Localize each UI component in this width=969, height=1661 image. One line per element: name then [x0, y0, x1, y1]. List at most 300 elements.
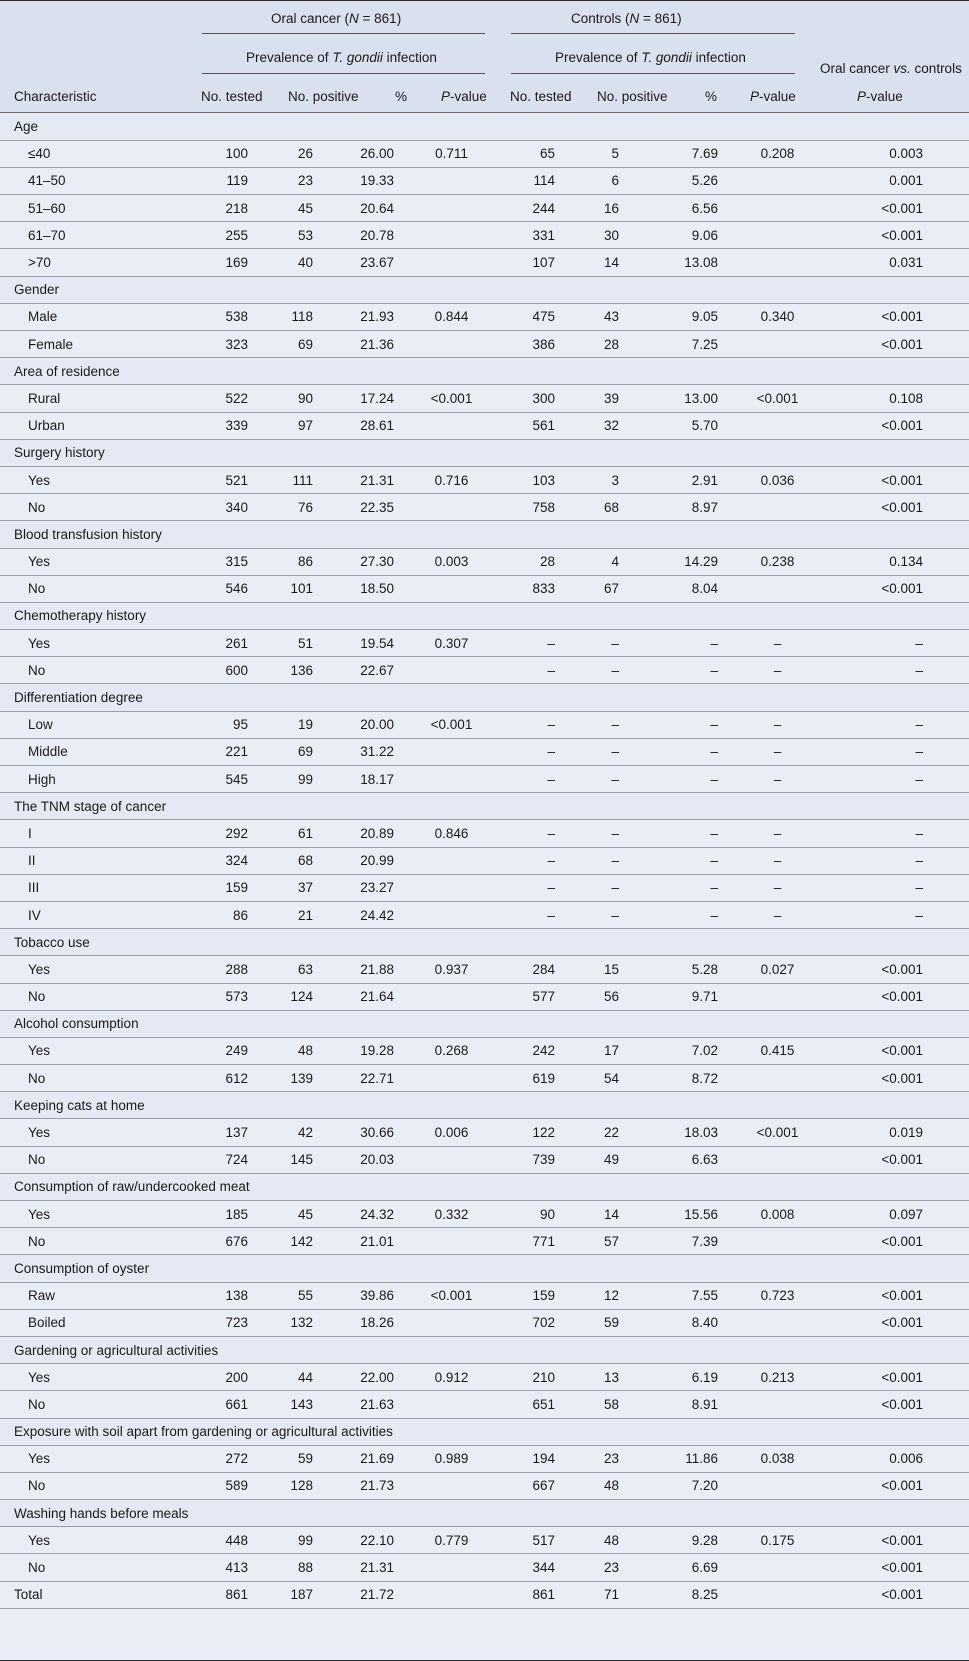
table-cell: <0.001 — [815, 494, 969, 521]
table-row — [0, 249, 969, 276]
table-cell: 0.003 — [416, 548, 487, 575]
table-cell: 23 — [561, 1445, 657, 1472]
table-cell: <0.001 — [815, 1391, 969, 1418]
table-cell: 111 — [248, 466, 337, 493]
row-label: Yes — [0, 1037, 190, 1064]
category-row — [0, 358, 969, 385]
table-cell: 14 — [561, 1201, 657, 1228]
table-cell: 5.28 — [657, 956, 740, 983]
table-cell: 118 — [248, 303, 337, 330]
table-cell: <0.001 — [815, 195, 969, 222]
table-cell: 7.02 — [657, 1037, 740, 1064]
table-cell: 20.03 — [337, 1146, 416, 1173]
category-label: Tobacco use — [0, 929, 969, 956]
table-cell: – — [657, 901, 740, 928]
table-cell: 0.175 — [740, 1527, 815, 1554]
table-cell: 54 — [561, 1065, 657, 1092]
row-label: Female — [0, 331, 190, 358]
row-label: No — [0, 1391, 190, 1418]
table-cell: – — [657, 711, 740, 738]
table-cell: 57 — [561, 1228, 657, 1255]
table-cell: 9.71 — [657, 983, 740, 1010]
table-cell: 53 — [248, 222, 337, 249]
table-cell: 19 — [248, 711, 337, 738]
row-label: 41–50 — [0, 167, 190, 194]
table-cell — [740, 412, 815, 439]
table-cell: 22 — [561, 1119, 657, 1146]
table-row — [0, 1309, 969, 1336]
table-cell: 11.86 — [657, 1445, 740, 1472]
table-cell: – — [561, 820, 657, 847]
column-header-no-positive: No. positive — [597, 89, 668, 104]
table-cell: <0.001 — [416, 385, 487, 412]
table-cell — [416, 1065, 487, 1092]
row-label: Yes — [0, 1364, 190, 1391]
table-cell: 86 — [190, 901, 248, 928]
row-label: Male — [0, 303, 190, 330]
table-row — [0, 1364, 969, 1391]
table-cell: 12 — [561, 1282, 657, 1309]
table-cell: 48 — [561, 1527, 657, 1554]
table-cell — [740, 195, 815, 222]
table-cell: – — [815, 820, 969, 847]
table-cell: 32 — [561, 412, 657, 439]
table-cell — [416, 901, 487, 928]
table-cell: – — [815, 874, 969, 901]
table-cell: <0.001 — [815, 466, 969, 493]
table-cell: 6.69 — [657, 1554, 740, 1581]
table-cell: <0.001 — [815, 1527, 969, 1554]
table-cell: – — [561, 657, 657, 684]
table-cell: <0.001 — [815, 1282, 969, 1309]
table-cell: 24.32 — [337, 1201, 416, 1228]
table-cell — [416, 738, 487, 765]
table-cell: 600 — [190, 657, 248, 684]
table-cell: 63 — [248, 956, 337, 983]
table-cell: 589 — [190, 1472, 248, 1499]
table-cell: 21.64 — [337, 983, 416, 1010]
table-cell — [416, 195, 487, 222]
table-cell — [416, 249, 487, 276]
table-cell: 0.340 — [740, 303, 815, 330]
table-cell — [416, 167, 487, 194]
table-cell: 107 — [487, 249, 561, 276]
category-row — [0, 602, 969, 629]
table-cell: 124 — [248, 983, 337, 1010]
table-cell: 242 — [487, 1037, 561, 1064]
table-cell: 65 — [487, 140, 561, 167]
table-cell: 76 — [248, 494, 337, 521]
table-cell: 8.04 — [657, 575, 740, 602]
table-cell: 43 — [561, 303, 657, 330]
table-cell — [740, 1228, 815, 1255]
row-label: No — [0, 1472, 190, 1499]
table-cell: – — [657, 630, 740, 657]
table-row — [0, 1065, 969, 1092]
table-cell: 21.69 — [337, 1445, 416, 1472]
table-cell: – — [657, 847, 740, 874]
category-row — [0, 1418, 969, 1445]
table-row — [0, 331, 969, 358]
table-cell: 255 — [190, 222, 248, 249]
table-cell: 284 — [487, 956, 561, 983]
table-row — [0, 738, 969, 765]
table-cell: 101 — [248, 575, 337, 602]
table-cell: 522 — [190, 385, 248, 412]
table-cell: – — [487, 847, 561, 874]
column-header-percent: % — [705, 89, 718, 104]
table-cell: 667 — [487, 1472, 561, 1499]
table-cell: 0.989 — [416, 1445, 487, 1472]
table-cell: – — [657, 766, 740, 793]
table-row — [0, 901, 969, 928]
table-cell: 122 — [487, 1119, 561, 1146]
row-label: Raw — [0, 1282, 190, 1309]
table-cell: 143 — [248, 1391, 337, 1418]
table-cell: 0.307 — [416, 630, 487, 657]
table-row — [0, 1445, 969, 1472]
table-cell: 21.72 — [337, 1581, 416, 1608]
table-cell: 138 — [190, 1282, 248, 1309]
table-cell: 48 — [248, 1037, 337, 1064]
column-header-no-positive: No. positive — [288, 89, 359, 104]
table-cell: 128 — [248, 1472, 337, 1499]
table-cell: 619 — [487, 1065, 561, 1092]
category-label: Exposure with soil apart from gardening or agricultural activities — [0, 1418, 969, 1445]
table-cell: 0.003 — [815, 140, 969, 167]
table-cell: 28.61 — [337, 412, 416, 439]
table-row — [0, 1201, 969, 1228]
table-cell: 68 — [248, 847, 337, 874]
table-cell: <0.001 — [815, 1146, 969, 1173]
table-cell — [740, 1581, 815, 1608]
table-cell: 0.108 — [815, 385, 969, 412]
table-row — [0, 466, 969, 493]
table-cell: 21.31 — [337, 466, 416, 493]
table-cell: <0.001 — [815, 1581, 969, 1608]
table-cell: 20.64 — [337, 195, 416, 222]
table-cell: 39 — [561, 385, 657, 412]
table-cell: 20.00 — [337, 711, 416, 738]
table-cell: 69 — [248, 738, 337, 765]
table-cell: – — [740, 874, 815, 901]
table-cell: 71 — [561, 1581, 657, 1608]
table-row — [0, 1472, 969, 1499]
category-label: Chemotherapy history — [0, 602, 969, 629]
table-cell: – — [815, 847, 969, 874]
table-cell: – — [487, 657, 561, 684]
table-cell: 145 — [248, 1146, 337, 1173]
table-cell — [416, 1554, 487, 1581]
table-cell: 300 — [487, 385, 561, 412]
table-cell: 23.67 — [337, 249, 416, 276]
table-cell — [740, 1309, 815, 1336]
table-cell: 0.912 — [416, 1364, 487, 1391]
table-cell — [416, 766, 487, 793]
table-cell: 159 — [487, 1282, 561, 1309]
table-cell: 724 — [190, 1146, 248, 1173]
table-cell: – — [561, 874, 657, 901]
table-cell: 7.20 — [657, 1472, 740, 1499]
table-cell: 0.006 — [815, 1445, 969, 1472]
table-cell: 49 — [561, 1146, 657, 1173]
column-header-p-value: P-value — [441, 89, 487, 104]
table-cell: <0.001 — [815, 1309, 969, 1336]
table-cell — [740, 1146, 815, 1173]
table-cell: 21.63 — [337, 1391, 416, 1418]
table-cell: 90 — [487, 1201, 561, 1228]
table-cell — [416, 494, 487, 521]
row-label: Low — [0, 711, 190, 738]
category-row — [0, 113, 969, 140]
table-row — [0, 575, 969, 602]
table-cell: <0.001 — [740, 1119, 815, 1146]
category-row — [0, 439, 969, 466]
table-cell: <0.001 — [815, 1065, 969, 1092]
row-label: No — [0, 575, 190, 602]
header-rule — [511, 33, 795, 34]
table-cell: – — [657, 738, 740, 765]
column-header-percent: % — [395, 89, 408, 104]
table-cell: 0.238 — [740, 548, 815, 575]
table-cell: 26 — [248, 140, 337, 167]
category-row — [0, 1255, 969, 1282]
table-cell: 9.06 — [657, 222, 740, 249]
table-cell: 21 — [248, 901, 337, 928]
table-cell: 30 — [561, 222, 657, 249]
row-label: Yes — [0, 1119, 190, 1146]
table-cell: 758 — [487, 494, 561, 521]
table-cell: 56 — [561, 983, 657, 1010]
table-cell: 22.00 — [337, 1364, 416, 1391]
table-cell: <0.001 — [416, 711, 487, 738]
table-cell: 0.415 — [740, 1037, 815, 1064]
table-cell: 7.69 — [657, 140, 740, 167]
table-row — [0, 1554, 969, 1581]
table-cell: 7.55 — [657, 1282, 740, 1309]
table-cell: – — [657, 874, 740, 901]
table-cell: 136 — [248, 657, 337, 684]
table-row — [0, 1119, 969, 1146]
table-cell: 386 — [487, 331, 561, 358]
table-cell — [416, 1228, 487, 1255]
table-cell: 323 — [190, 331, 248, 358]
table-cell: 22.67 — [337, 657, 416, 684]
category-row — [0, 684, 969, 711]
table-row — [0, 711, 969, 738]
table-cell: 249 — [190, 1037, 248, 1064]
table-cell: 344 — [487, 1554, 561, 1581]
table-cell: <0.001 — [815, 575, 969, 602]
table-row — [0, 167, 969, 194]
column-header-no-tested: No. tested — [510, 89, 572, 104]
table-cell — [416, 331, 487, 358]
row-label: No — [0, 657, 190, 684]
row-label: Yes — [0, 466, 190, 493]
table-row — [0, 657, 969, 684]
table-row — [0, 956, 969, 983]
table-cell: <0.001 — [815, 1037, 969, 1064]
category-row — [0, 276, 969, 303]
table-cell: 413 — [190, 1554, 248, 1581]
column-header-comparison-p-value: P-value — [857, 89, 903, 104]
table-cell: 119 — [190, 167, 248, 194]
table-cell: 31.22 — [337, 738, 416, 765]
group-header-oral-cancer: Oral cancer (N = 861) — [271, 11, 402, 26]
table-cell: 9.28 — [657, 1527, 740, 1554]
table-row — [0, 630, 969, 657]
table-cell: 142 — [248, 1228, 337, 1255]
table-cell: – — [815, 657, 969, 684]
table-cell: 20.99 — [337, 847, 416, 874]
category-label: Gender — [0, 276, 969, 303]
row-label: IV — [0, 901, 190, 928]
table-cell: 86 — [248, 548, 337, 575]
table-cell: 28 — [487, 548, 561, 575]
table-cell: 0.134 — [815, 548, 969, 575]
table-cell: 21.01 — [337, 1228, 416, 1255]
table-cell: 331 — [487, 222, 561, 249]
table-cell: 0.097 — [815, 1201, 969, 1228]
table-cell: – — [740, 766, 815, 793]
table-cell: 0.846 — [416, 820, 487, 847]
group-header-controls: Controls (N = 861) — [571, 11, 682, 26]
table-cell: 194 — [487, 1445, 561, 1472]
table-row — [0, 847, 969, 874]
table-cell: – — [740, 820, 815, 847]
table-cell: 0.027 — [740, 956, 815, 983]
table-cell: 0.332 — [416, 1201, 487, 1228]
column-header-characteristic: Characteristic — [14, 89, 97, 104]
table-cell: 651 — [487, 1391, 561, 1418]
table-row — [0, 874, 969, 901]
table-cell: 0.723 — [740, 1282, 815, 1309]
category-row — [0, 793, 969, 820]
table-cell: 517 — [487, 1527, 561, 1554]
table-cell: – — [740, 657, 815, 684]
table-cell — [740, 575, 815, 602]
row-label: Yes — [0, 1445, 190, 1472]
table-cell: 39.86 — [337, 1282, 416, 1309]
table-cell: 59 — [561, 1309, 657, 1336]
table-cell: 13 — [561, 1364, 657, 1391]
table-cell: 23 — [561, 1554, 657, 1581]
table-cell: 861 — [190, 1581, 248, 1608]
table-cell: 48 — [561, 1472, 657, 1499]
table-cell: 159 — [190, 874, 248, 901]
row-label: >70 — [0, 249, 190, 276]
table-cell: 7.25 — [657, 331, 740, 358]
row-label: No — [0, 1065, 190, 1092]
category-row — [0, 1336, 969, 1363]
table-cell: 545 — [190, 766, 248, 793]
table-cell — [416, 1472, 487, 1499]
header-rule — [202, 73, 485, 74]
table-cell: 17 — [561, 1037, 657, 1064]
row-label: No — [0, 1146, 190, 1173]
table-cell: 44 — [248, 1364, 337, 1391]
table-cell: 218 — [190, 195, 248, 222]
table-cell: 59 — [248, 1445, 337, 1472]
table-cell: 15 — [561, 956, 657, 983]
table-cell: – — [561, 901, 657, 928]
prevalence-header-oral-cancer: Prevalence of T. gondii infection — [246, 50, 437, 65]
table-cell: 18.50 — [337, 575, 416, 602]
table-cell: 24.42 — [337, 901, 416, 928]
table-cell — [740, 1472, 815, 1499]
table-cell: 27.30 — [337, 548, 416, 575]
table-cell: – — [815, 738, 969, 765]
table-cell: 23 — [248, 167, 337, 194]
table-row — [0, 222, 969, 249]
table-cell: 45 — [248, 1201, 337, 1228]
table-cell — [740, 249, 815, 276]
table-cell: 0.031 — [815, 249, 969, 276]
table-cell: 546 — [190, 575, 248, 602]
table-cell: 132 — [248, 1309, 337, 1336]
table-cell: 0.844 — [416, 303, 487, 330]
table-cell: 139 — [248, 1065, 337, 1092]
table-cell: 861 — [487, 1581, 561, 1608]
table-row — [0, 820, 969, 847]
table-cell: 88 — [248, 1554, 337, 1581]
table-cell: 169 — [190, 249, 248, 276]
table-cell: 18.26 — [337, 1309, 416, 1336]
table-cell: – — [657, 820, 740, 847]
table-cell: 9.05 — [657, 303, 740, 330]
table-cell: <0.001 — [815, 1472, 969, 1499]
table-cell: 612 — [190, 1065, 248, 1092]
table-cell: 561 — [487, 412, 561, 439]
table-cell: 661 — [190, 1391, 248, 1418]
data-table — [0, 113, 969, 1609]
table-cell — [740, 222, 815, 249]
row-label: I — [0, 820, 190, 847]
table-cell: 7.39 — [657, 1228, 740, 1255]
table-cell: 58 — [561, 1391, 657, 1418]
table-cell: 8.97 — [657, 494, 740, 521]
row-label: Yes — [0, 630, 190, 657]
row-label: No — [0, 1228, 190, 1255]
table-cell: 13.08 — [657, 249, 740, 276]
table-cell — [416, 1581, 487, 1608]
table-cell: – — [815, 711, 969, 738]
category-label: Blood transfusion history — [0, 521, 969, 548]
table-cell: 448 — [190, 1527, 248, 1554]
table-cell: 18.17 — [337, 766, 416, 793]
table-cell: <0.001 — [815, 1554, 969, 1581]
row-label: Yes — [0, 548, 190, 575]
row-label: Yes — [0, 1527, 190, 1554]
table-cell: 272 — [190, 1445, 248, 1472]
table-cell: 0.008 — [740, 1201, 815, 1228]
category-label: Consumption of raw/undercooked meat — [0, 1173, 969, 1200]
table-row — [0, 494, 969, 521]
table-cell: 6 — [561, 167, 657, 194]
table-cell: 95 — [190, 711, 248, 738]
table-row — [0, 1146, 969, 1173]
table-cell: 771 — [487, 1228, 561, 1255]
category-label: Consumption of oyster — [0, 1255, 969, 1282]
table-cell: 19.54 — [337, 630, 416, 657]
table-cell: – — [561, 766, 657, 793]
row-label: Boiled — [0, 1309, 190, 1336]
row-label: No — [0, 1554, 190, 1581]
table-row — [0, 1527, 969, 1554]
table-cell — [416, 1391, 487, 1418]
table-cell: 19.28 — [337, 1037, 416, 1064]
table-cell: 8.91 — [657, 1391, 740, 1418]
